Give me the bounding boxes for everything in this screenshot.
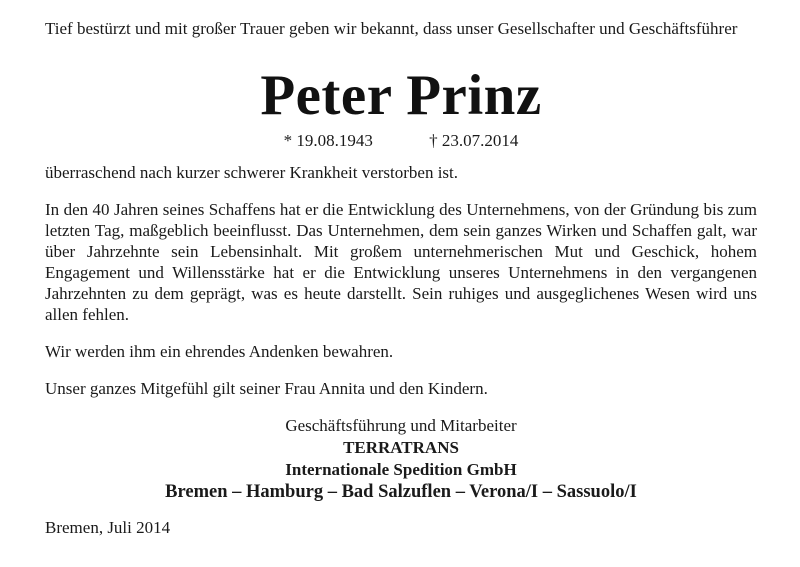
company-full-name: Internationale Spedition GmbH xyxy=(285,460,517,479)
company-name: TERRATRANS xyxy=(343,438,459,457)
life-dates xyxy=(45,130,757,151)
death-date: † 23.07.2014 xyxy=(429,131,519,150)
paragraph-passed-away: überraschend nach kurzer schwerer Krankheit verstorben ist. xyxy=(45,163,459,182)
paragraph-condolence: Unser ganzes Mitgefühl gilt seiner Frau Annita und den Kindern. xyxy=(45,379,488,398)
intro-text: Tief bestürzt und mit großer Trauer geben wir bekannt, dass unser Gesellschafter und Geschäftsführer xyxy=(45,19,738,38)
signature-block xyxy=(45,415,757,503)
paragraph-tribute: In den 40 Jahren seines Schaffens hat er die Entwicklung des Unternehmens, von der Gründung bis zum letzten Tag, maßgeblich beeinflusst. Das Unternehmen, dem sein ganzes Wirken und Schaffen galt, war über Jahrzehnte sein Lebensinhalt. Mit großem unternehmerischen Mut und Geschick, hohem Engagement und Willensstärke hat er die Entwicklung unseres Unternehmens in den vergangenen Jahrzehnten zu dem geprägt, was es heute darstellt. Sein ruhiges und ausgeglichenes Wesen wird uns allen fehlen. xyxy=(45,200,757,324)
birth-date: * 19.08.1943 xyxy=(283,131,373,150)
deceased-name: Peter Prinz xyxy=(260,64,542,127)
company-locations: Bremen – Hamburg – Bad Salzuflen – Verona/I – Sassuolo/I xyxy=(165,482,637,502)
place-and-date: Bremen, Juli 2014 xyxy=(45,518,171,537)
signature-staff: Geschäftsführung und Mitarbeiter xyxy=(285,416,517,435)
paragraph-remembrance: Wir werden ihm ein ehrendes Andenken bewahren. xyxy=(45,342,394,361)
